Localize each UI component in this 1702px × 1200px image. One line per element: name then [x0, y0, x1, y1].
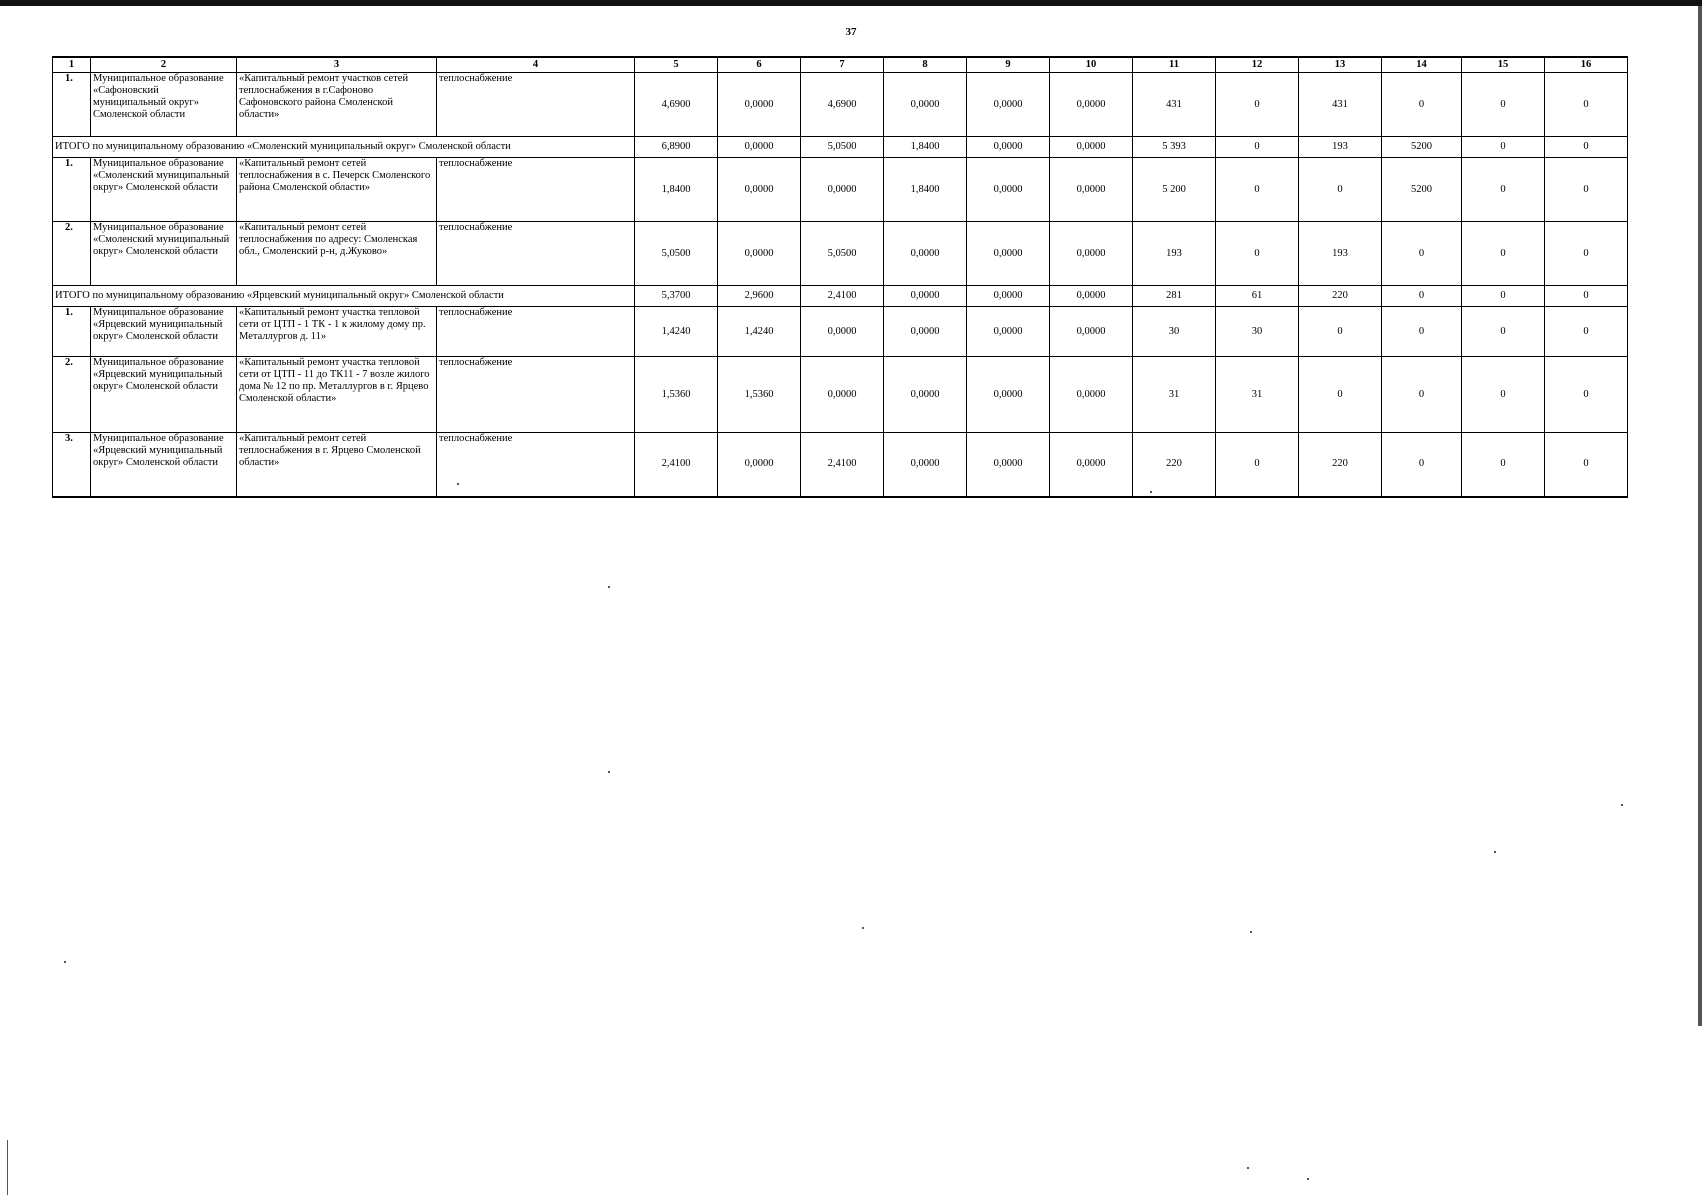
column-header: 16 [1545, 57, 1628, 73]
value-cell: 1,5360 [718, 357, 801, 433]
value-cell: 0,0000 [1050, 222, 1133, 286]
value-cell: 0,0000 [1050, 307, 1133, 357]
scan-speck [1621, 804, 1623, 806]
value-cell: 0 [1216, 137, 1299, 158]
value-cell: 2,9600 [718, 286, 801, 307]
scan-edge-left-mark [7, 1140, 8, 1195]
project-cell: «Капитальный ремонт участка тепловой сети от ЦТП - 11 до ТК11 - 7 возле жилого дома № 12 по пр. Металлургов в г. Ярцево Смоленской области» [237, 357, 437, 433]
column-header: 2 [91, 57, 237, 73]
scan-speck [608, 771, 610, 773]
value-cell: 0,0000 [718, 73, 801, 137]
value-cell: 1,8400 [884, 137, 967, 158]
value-cell: 0,0000 [801, 357, 884, 433]
value-cell: 0 [1216, 73, 1299, 137]
column-header: 6 [718, 57, 801, 73]
value-cell: 0,0000 [884, 433, 967, 497]
column-header: 1 [53, 57, 91, 73]
column-header: 3 [237, 57, 437, 73]
value-cell: 0 [1545, 222, 1628, 286]
scan-speck [1247, 1167, 1249, 1169]
column-header: 12 [1216, 57, 1299, 73]
scan-speck [64, 961, 66, 963]
value-cell: 0,0000 [967, 73, 1050, 137]
value-cell: 0,0000 [884, 307, 967, 357]
table-row [53, 73, 1628, 137]
table-row [53, 222, 1628, 286]
value-cell: 193 [1299, 222, 1382, 286]
value-cell: 0,0000 [967, 222, 1050, 286]
total-label: ИТОГО по муниципальному образованию «Ярцевский муниципальный округ» Смоленской области [53, 286, 635, 307]
value-cell: 0,0000 [1050, 357, 1133, 433]
value-cell: 0 [1299, 158, 1382, 222]
value-cell: 4,6900 [801, 73, 884, 137]
value-cell: 5,0500 [801, 222, 884, 286]
top-border-rule [0, 0, 1702, 6]
value-cell: 0,0000 [1050, 73, 1133, 137]
value-cell: 220 [1133, 433, 1216, 497]
value-cell: 220 [1299, 286, 1382, 307]
value-cell: 0 [1462, 307, 1545, 357]
column-header: 13 [1299, 57, 1382, 73]
value-cell: 2,4100 [635, 433, 718, 497]
value-cell: 5,0500 [801, 137, 884, 158]
total-row [53, 137, 1628, 158]
value-cell: 0 [1545, 357, 1628, 433]
value-cell: 0 [1545, 137, 1628, 158]
value-cell: 0 [1382, 222, 1462, 286]
value-cell: 0,0000 [718, 137, 801, 158]
value-cell: 0 [1462, 73, 1545, 137]
value-cell: 431 [1133, 73, 1216, 137]
value-cell: 0,0000 [801, 307, 884, 357]
value-cell: 0 [1545, 158, 1628, 222]
value-cell: 31 [1216, 357, 1299, 433]
row-index: 1. [53, 158, 91, 222]
value-cell: 0,0000 [967, 158, 1050, 222]
column-header: 14 [1382, 57, 1462, 73]
municipality-cell: Муниципальное образование «Ярцевский муниципальный округ» Смоленской области [91, 433, 237, 497]
value-cell: 0,0000 [967, 307, 1050, 357]
value-cell: 0,0000 [801, 158, 884, 222]
value-cell: 0 [1216, 158, 1299, 222]
value-cell: 0 [1545, 307, 1628, 357]
column-header: 9 [967, 57, 1050, 73]
value-cell: 0 [1545, 286, 1628, 307]
scan-speck [608, 586, 610, 588]
value-cell: 1,5360 [635, 357, 718, 433]
value-cell: 0 [1382, 307, 1462, 357]
municipality-cell: Муниципальное образование «Смоленский муниципальный округ» Смоленской области [91, 222, 237, 286]
column-header: 8 [884, 57, 967, 73]
total-label: ИТОГО по муниципальному образованию «Смоленский муниципальный округ» Смоленской области [53, 137, 635, 158]
value-cell: 31 [1133, 357, 1216, 433]
value-cell: 0,0000 [884, 286, 967, 307]
value-cell: 0 [1545, 433, 1628, 497]
value-cell: 0,0000 [1050, 137, 1133, 158]
value-cell: 0,0000 [884, 222, 967, 286]
value-cell: 5 393 [1133, 137, 1216, 158]
value-cell: 431 [1299, 73, 1382, 137]
page-number: 37 [845, 26, 857, 38]
value-cell: 0 [1382, 286, 1462, 307]
value-cell: 0,0000 [718, 222, 801, 286]
municipality-cell: Муниципальное образование «Ярцевский муниципальный округ» Смоленской области [91, 307, 237, 357]
value-cell: 5,0500 [635, 222, 718, 286]
value-cell: 0 [1382, 357, 1462, 433]
value-cell: 0 [1216, 222, 1299, 286]
value-cell: 30 [1133, 307, 1216, 357]
value-cell: 220 [1299, 433, 1382, 497]
value-cell: 30 [1216, 307, 1299, 357]
value-cell: 5200 [1382, 137, 1462, 158]
column-header: 10 [1050, 57, 1133, 73]
row-index: 1. [53, 73, 91, 137]
column-header: 4 [437, 57, 635, 73]
row-index: 1. [53, 307, 91, 357]
value-cell: 2,4100 [801, 286, 884, 307]
value-cell: 0 [1462, 357, 1545, 433]
value-cell: 5200 [1382, 158, 1462, 222]
value-cell: 0,0000 [718, 433, 801, 497]
value-cell: 61 [1216, 286, 1299, 307]
value-cell: 193 [1299, 137, 1382, 158]
scan-speck [1307, 1178, 1309, 1180]
value-cell: 5,3700 [635, 286, 718, 307]
project-cell: «Капитальный ремонт участка тепловой сети от ЦТП - 1 ТК - 1 к жилому дому пр. Металлургов д. 11» [237, 307, 437, 357]
municipality-cell: Муниципальное образование «Смоленский муниципальный округ» Смоленской области [91, 158, 237, 222]
table-row [53, 357, 1628, 433]
row-index: 2. [53, 357, 91, 433]
column-header: 7 [801, 57, 884, 73]
value-cell: 193 [1133, 222, 1216, 286]
value-cell: 1,8400 [884, 158, 967, 222]
value-cell: 0,0000 [967, 433, 1050, 497]
value-cell: 0,0000 [967, 357, 1050, 433]
municipality-cell: Муниципальное образование «Ярцевский муниципальный округ» Смоленской области [91, 357, 237, 433]
value-cell: 0,0000 [718, 158, 801, 222]
value-cell: 281 [1133, 286, 1216, 307]
value-cell: 0 [1462, 158, 1545, 222]
column-header: 5 [635, 57, 718, 73]
category-cell: теплоснабжение [437, 357, 635, 433]
category-cell: теплоснабжение [437, 158, 635, 222]
total-row [53, 286, 1628, 307]
value-cell: 0,0000 [967, 137, 1050, 158]
value-cell: 0,0000 [1050, 433, 1133, 497]
value-cell: 4,6900 [635, 73, 718, 137]
scan-speck [862, 927, 864, 929]
column-header: 15 [1462, 57, 1545, 73]
value-cell: 0 [1462, 222, 1545, 286]
scan-speck [1250, 931, 1252, 933]
value-cell: 0 [1545, 73, 1628, 137]
project-cell: «Капитальный ремонт сетей теплоснабжения в г. Ярцево Смоленской области» [237, 433, 437, 497]
municipality-cell: Муниципальное образование «Сафоновский муниципальный округ» Смоленской области [91, 73, 237, 137]
heat-supply-repair-table [52, 56, 1628, 498]
value-cell: 0,0000 [1050, 286, 1133, 307]
value-cell: 0 [1462, 286, 1545, 307]
value-cell: 0 [1299, 357, 1382, 433]
value-cell: 0 [1382, 433, 1462, 497]
project-cell: «Капитальный ремонт участков сетей теплоснабжения в г.Сафоново Сафоновского района Смоленской области» [237, 73, 437, 137]
project-cell: «Капитальный ремонт сетей теплоснабжения в с. Печерск Смоленского района Смоленской области» [237, 158, 437, 222]
table-row [53, 158, 1628, 222]
value-cell: 1,4240 [635, 307, 718, 357]
value-cell: 0,0000 [967, 286, 1050, 307]
category-cell: теплоснабжение [437, 73, 635, 137]
table-row [53, 307, 1628, 357]
value-cell: 1,8400 [635, 158, 718, 222]
category-cell: теплоснабжение [437, 433, 635, 497]
value-cell: 0 [1462, 137, 1545, 158]
project-cell: «Капитальный ремонт сетей теплоснабжения по адресу: Смоленская обл., Смоленский р-н, д.Жуково» [237, 222, 437, 286]
value-cell: 2,4100 [801, 433, 884, 497]
value-cell: 6,8900 [635, 137, 718, 158]
value-cell: 5 200 [1133, 158, 1216, 222]
scan-edge-right [1698, 6, 1702, 1026]
value-cell: 0 [1299, 307, 1382, 357]
row-index: 2. [53, 222, 91, 286]
value-cell: 0,0000 [1050, 158, 1133, 222]
value-cell: 0 [1216, 433, 1299, 497]
column-header: 11 [1133, 57, 1216, 73]
category-cell: теплоснабжение [437, 307, 635, 357]
row-index: 3. [53, 433, 91, 497]
header-row [53, 57, 1628, 73]
value-cell: 0,0000 [884, 357, 967, 433]
value-cell: 1,4240 [718, 307, 801, 357]
value-cell: 0 [1462, 433, 1545, 497]
scan-speck [1494, 851, 1496, 853]
value-cell: 0,0000 [884, 73, 967, 137]
category-cell: теплоснабжение [437, 222, 635, 286]
table-row [53, 433, 1628, 497]
value-cell: 0 [1382, 73, 1462, 137]
